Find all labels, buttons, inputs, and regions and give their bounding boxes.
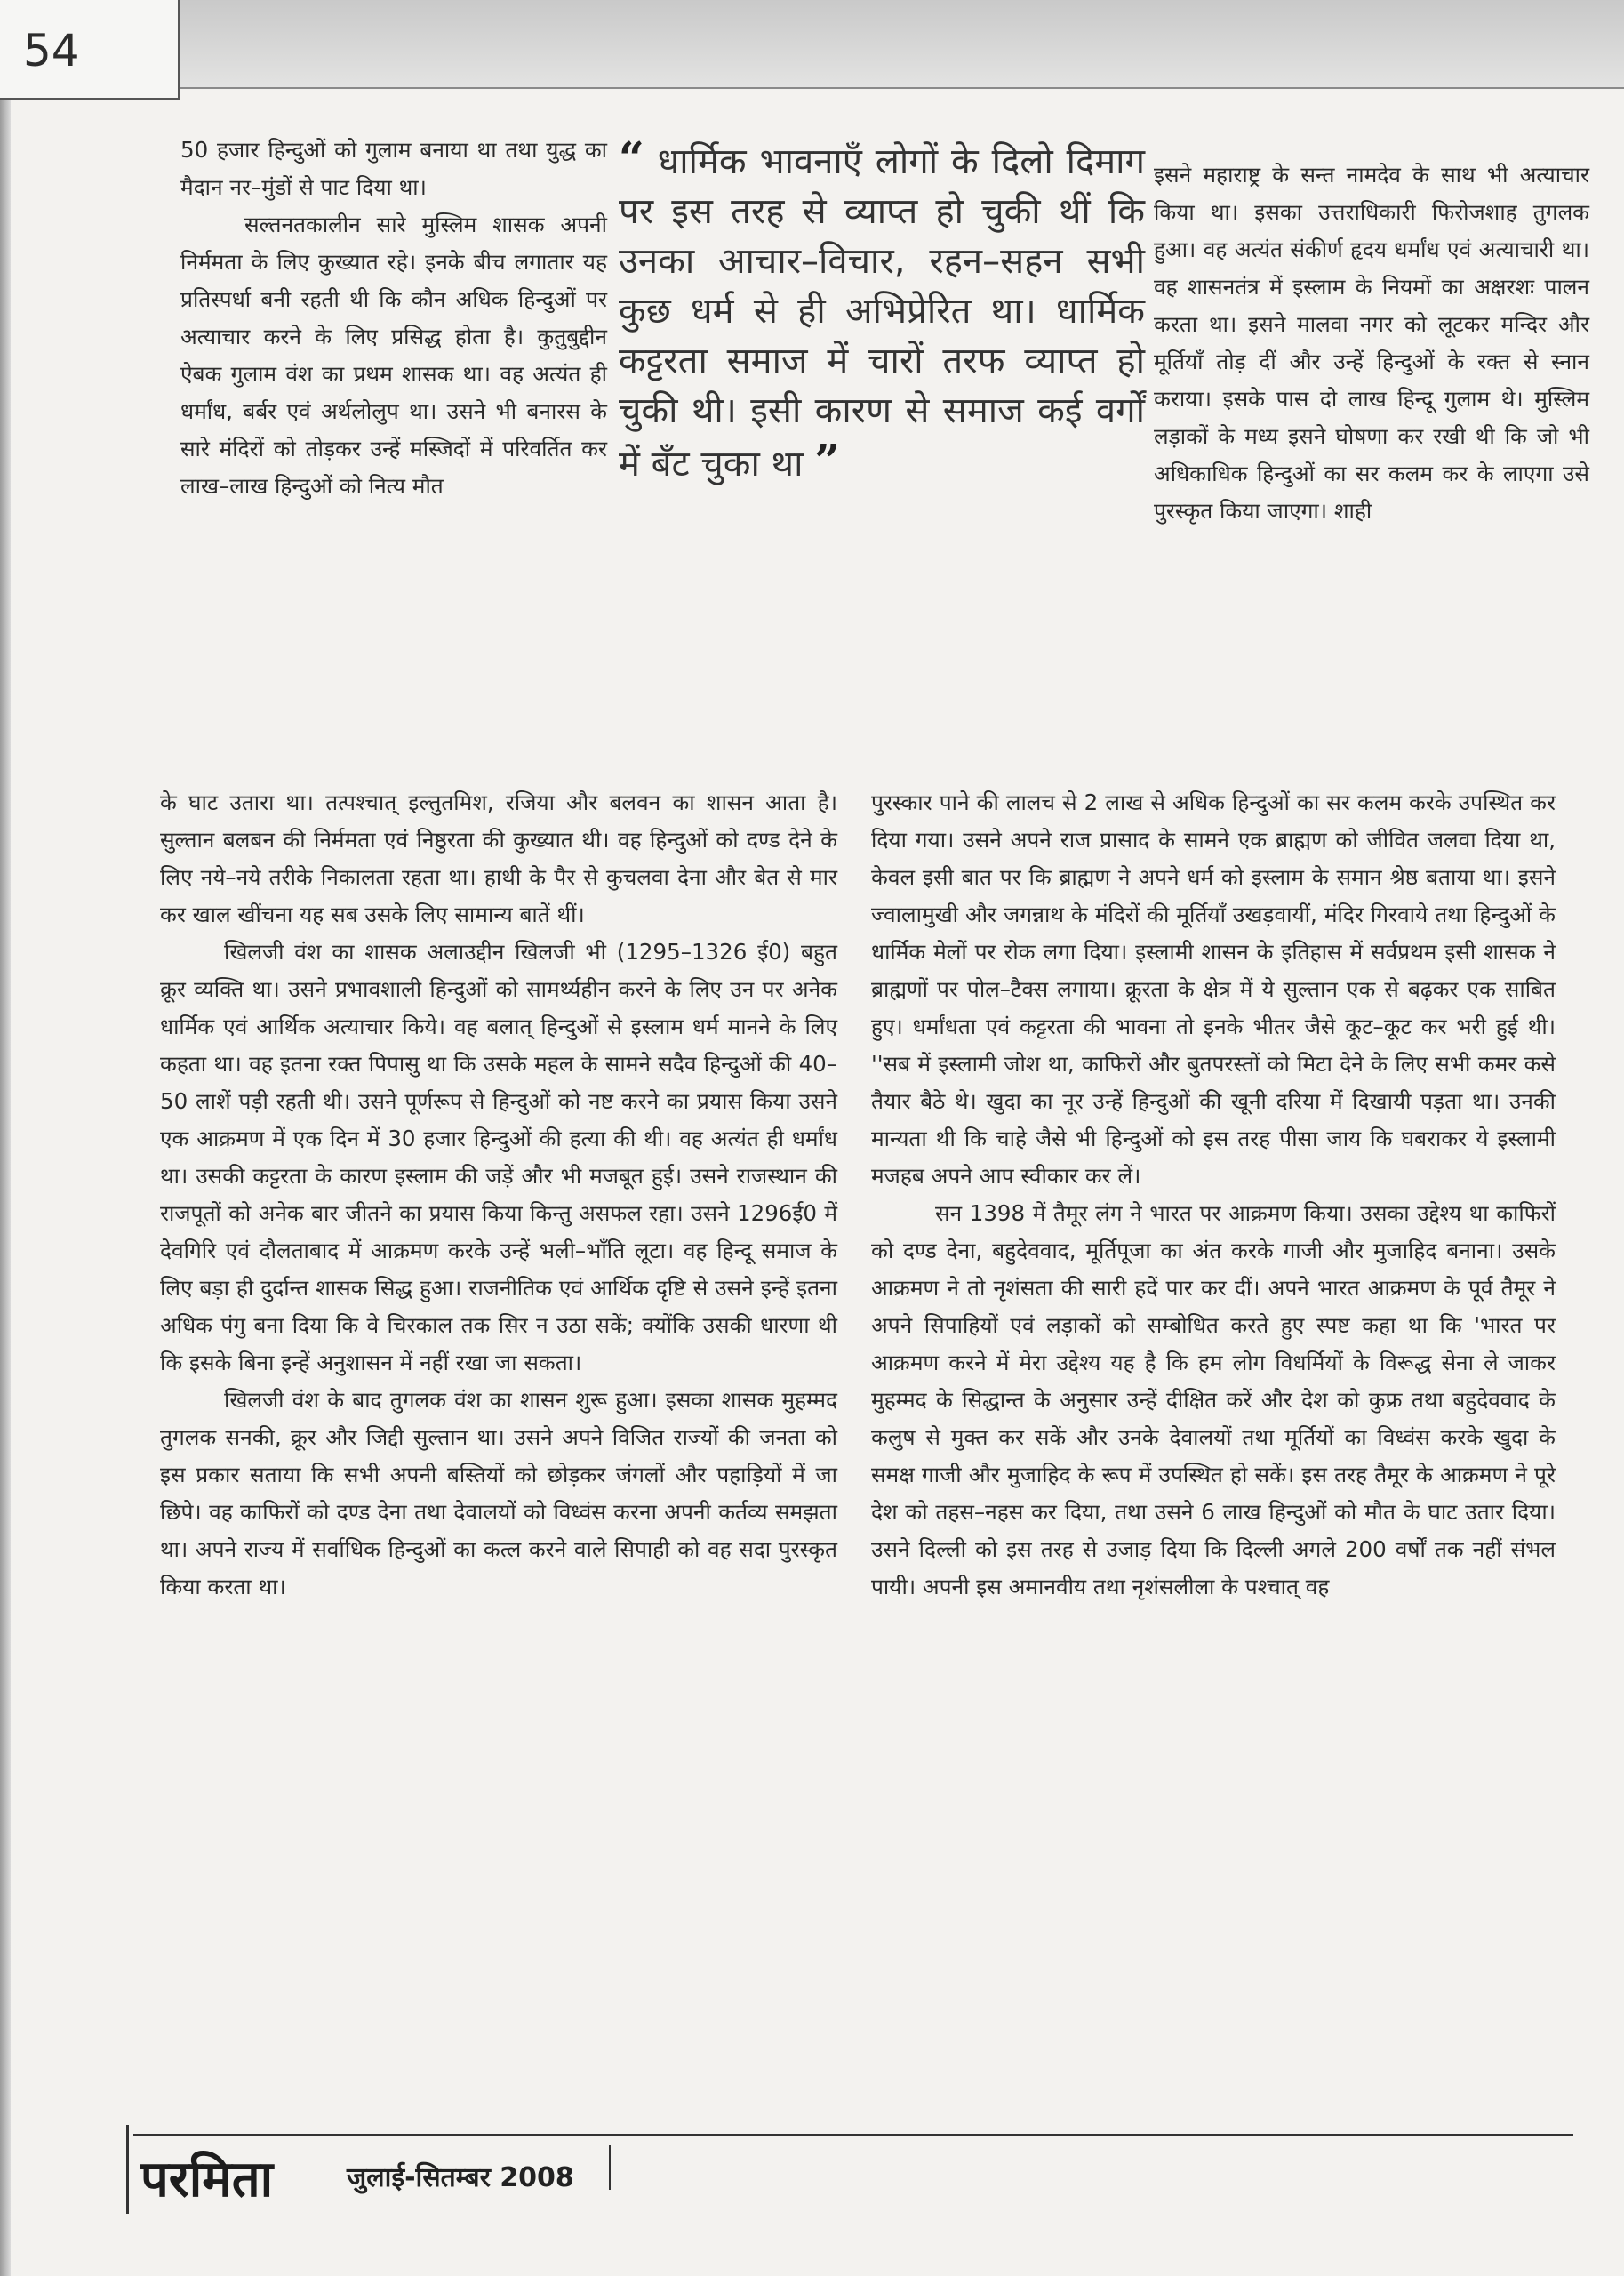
column-left-top <box>180 132 607 505</box>
paragraph: पुरस्कार पाने की लालच से 2 लाख से अधिक हिन्दुओं का सर कलम करके उपस्थित कर दिया गया। उसने अपने राज प्रासाद के सामने एक ब्राह्मण को जीवित जलवा दिया था, केवल इसी बात पर कि ब्राह्मण ने अपने धर्म को इस्लाम के समान श्रेष्ठ बताया था। इसने ज्वालामुखी और जगन्नाथ के मंदिरों की मूर्तियाँ उखड़वायीं, मंदिर गिरवाये तथा हिन्दुओं के धार्मिक मेलों पर रोक लगा दिया। इस्लामी शासन के इतिहास में सर्वप्रथम इसी शासक ने ब्राह्मणों पर पोल–टैक्स लगाया। क्रूरता के क्षेत्र में ये सुल्तान एक से बढ़कर एक साबित हुए। धर्मांधता एवं कट्टरता की भावना तो इनके भीतर जैसे कूट–कूट कर भरी हुई थी। ''सब में इस्लामी जोश था, काफिरों और बुतपरस्तों को मिटा देने के लिए सभी कमर कसे तैयार बैठे थे। खुदा का नूर उन्हें हिन्दुओं की खूनी दरिया में दिखायी पड़ता था। उनकी मान्यता थी कि चाहे जैसे भी हिन्दुओं को इस तरह पीसा जाय कि घबराकर ये इस्लामी मजहब अपने आप स्वीकार कर लें। <box>871 789 1556 1189</box>
paragraph: 50 हजार हिन्दुओं को गुलाम बनाया था तथा युद्ध का मैदान नर–मुंडों से पाट दिया था। <box>180 137 607 200</box>
paragraph: खिलजी वंश के बाद तुगलक वंश का शासन शुरू हुआ। इसका शासक मुहम्मद तुगलक सनकी, क्रूर और जिद्दी सुल्तान था। उसने अपने विजित राज्यों की जनता को इस प्रकार सताया कि सभी अपनी बस्तियों को छोड़कर जंगलों और पहाड़ियों में जा छिपे। वह काफिरों को दण्ड देना तथा देवालयों को विध्वंस करना अपनी कर्तव्य समझता था। अपने राज्य में सर्वाधिक हिन्दुओं का कत्ल करने वाले सिपाही को वह सदा पुरस्कृत किया करता था। <box>160 1387 837 1599</box>
page-edge <box>0 0 11 2276</box>
close-quote-mark: ” <box>814 434 840 486</box>
paragraph: सन 1398 में तैमूर लंग ने भारत पर आक्रमण किया। उसका उद्देश्य था काफिरों को दण्ड देना, बहुदेववाद, मूर्तिपूजा का अंत करके गाजी और मुजाहिद बनाना। उसके आक्रमण ने तो नृशंसता की सारी हदें पार कर दीं। अपने भारत आक्रमण के पूर्व तैमूर ने अपने सिपाहियों एवं लड़ाकों को सम्बोधित करते हुए स्पष्ट कहा था कि 'भारत पर आक्रमण करने में मेरा उद्देश्य यह है कि हम लोग विधर्मियों के विरूद्ध सेना ले जाकर मुहम्मद के सिद्धान्त के अनुसार उन्हें दीक्षित करें और देश को कुफ्र तथा बहुदेववाद के कलुष से मुक्त कर सकें और उनके देवालयों तथा मूर्तियों का विध्वंस करके खुदा के समक्ष गाजी और मुजाहिद के रूप में उपस्थित हो सकें। इस तरह तैमूर के आक्रमण ने पूरे देश को तहस–नहस कर दिया, तथा उसने 6 लाख हिन्दुओं को मौत के घाट उतार दिया। उसने दिल्ली को इस तरह से उजाड़ दिया कि दिल्ली अगले 200 वर्षों तक नहीं संभल पायी। अपनी इस अमानवीय तथा नृशंसलीला के पश्चात् वह <box>871 1200 1556 1599</box>
open-quote-mark: “ <box>619 132 644 184</box>
column-right-top <box>1154 156 1589 530</box>
column-left-bottom <box>160 784 837 1606</box>
page-number-box <box>0 0 180 100</box>
paragraph: सल्तनतकालीन सारे मुस्लिम शासक अपनी निर्ममता के लिए कुख्यात रहे। इनके बीच लगातार यह प्रतिस्पर्धा बनी रहती थी कि कौन अधिक हिन्दुओं पर अत्याचार करने के लिए प्रसिद्ध होता है। कुतुबुद्दीन ऐबक गुलाम वंश का प्रथम शासक था। वह अत्यंत ही धर्मांध, बर्बर एवं अर्थलोलुप था। उसने भी बनारस के सारे मंदिरों को तोड़कर उन्हें मस्जिदों में परिवर्तित कर लाख–लाख हिन्दुओं को नित्य मौत <box>180 212 607 499</box>
footer-divider <box>609 2145 611 2190</box>
issue-date: जुलाई-सितम्बर 2008 <box>347 2162 574 2193</box>
paragraph: के घाट उतारा था। तत्पश्चात् इल्तुतमिश, रजिया और बलवन का शासन आता है। सुल्तान बलबन की निर्ममता एवं निष्ठुरता की कुख्यात थी। वह हिन्दुओं को दण्ड देने के लिए नये–नये तरीके निकालता रहता था। हाथी के पैर से कुचलवा देना और बेत से मार कर खाल खींचना यह सब उसके लिए सामान्य बातें थीं। <box>160 789 837 927</box>
column-right-bottom <box>871 784 1556 1606</box>
top-shadow-band <box>0 0 1624 89</box>
footer <box>133 2134 1573 2208</box>
pull-quote-text: धार्मिक भावनाएँ लोगों के दिलो दिमाग पर इस तरह से व्याप्त हो चुकी थीं कि उनका आचार–विचार, रहन–सहन सभी कुछ धर्म से ही अभिप्रेरित था। धार्मिक कट्टरता समाज में चारों तरफ व्याप्त हो चुकी थी। इसी कारण से समाज कई वर्गों में बँट चुका था <box>619 141 1145 485</box>
footer-side-rule <box>126 2125 129 2214</box>
page-number: 54 <box>23 25 80 76</box>
paragraph: खिलजी वंश का शासक अलाउद्दीन खिलजी भी (1295–1326 ई0) बहुत क्रूर व्यक्ति था। उसने प्रभावशाली हिन्दुओं को सामर्थ्यहीन करने के लिए उन पर अनेक धार्मिक एवं आर्थिक अत्याचार किये। वह बलात् हिन्दुओं से इस्लाम धर्म मानने के लिए कहता था। वह इतना रक्त पिपासु था कि उसके महल के सामने सदैव हिन्दुओं की 40–50 लाशें पड़ी रहती थी। उसने पूर्णरूप से हिन्दुओं को नष्ट करने का प्रयास किया उसने एक आक्रमण में एक दिन में 30 हजार हिन्दुओं की हत्या की थी। वह अत्यंत ही धर्मांध था। उसकी कट्टरता के कारण इस्लाम की जड़ें और भी मजबूत हुई। उसने राजस्थान की राजपूतों को अनेक बार जीतने का प्रयास किया किन्तु असफल रहा। उसने 1296ई0 में देवगिरि एवं दौलताबाद में आक्रमण करके उन्हें भली–भाँति लूटा। वह हिन्दू समाज के लिए बड़ा ही दुर्दान्त शासक सिद्ध हुआ। राजनीतिक एवं आर्थिक दृष्टि से उसने इन्हें इतना अधिक पंगु बना दिया कि वे चिरकाल तक सिर न उठा सकें; क्योंकि उसकी धारणा थी कि इसके बिना इन्हें अनुशासन में नहीं रखा जा सकता। <box>160 939 837 1375</box>
masthead: परमिता <box>140 2150 274 2208</box>
paragraph: इसने महाराष्ट्र के सन्त नामदेव के साथ भी अत्याचार किया था। इसका उत्तराधिकारी फिरोजशाह तुगलक हुआ। वह अत्यंत संकीर्ण हृदय धर्मांध एवं अत्याचारी था। वह शासनतंत्र में इस्लाम के नियमों का अक्षरशः पालन करता था। इसने मालवा नगर को लूटकर मन्दिर और मूर्तियाँ तोड़ दीं और उन्हें हिन्दुओं के रक्त से स्नान कराया। इसके पास दो लाख हिन्दू गुलाम थे। मुस्लिम लड़ाकों के मध्य इसने घोषणा कर रखी थी कि जो भी अधिकाधिक हिन्दुओं का सर कलम कर के लाएगा उसे पुरस्कृत किया जाएगा। शाही <box>1154 162 1589 524</box>
pull-quote <box>619 133 1145 489</box>
